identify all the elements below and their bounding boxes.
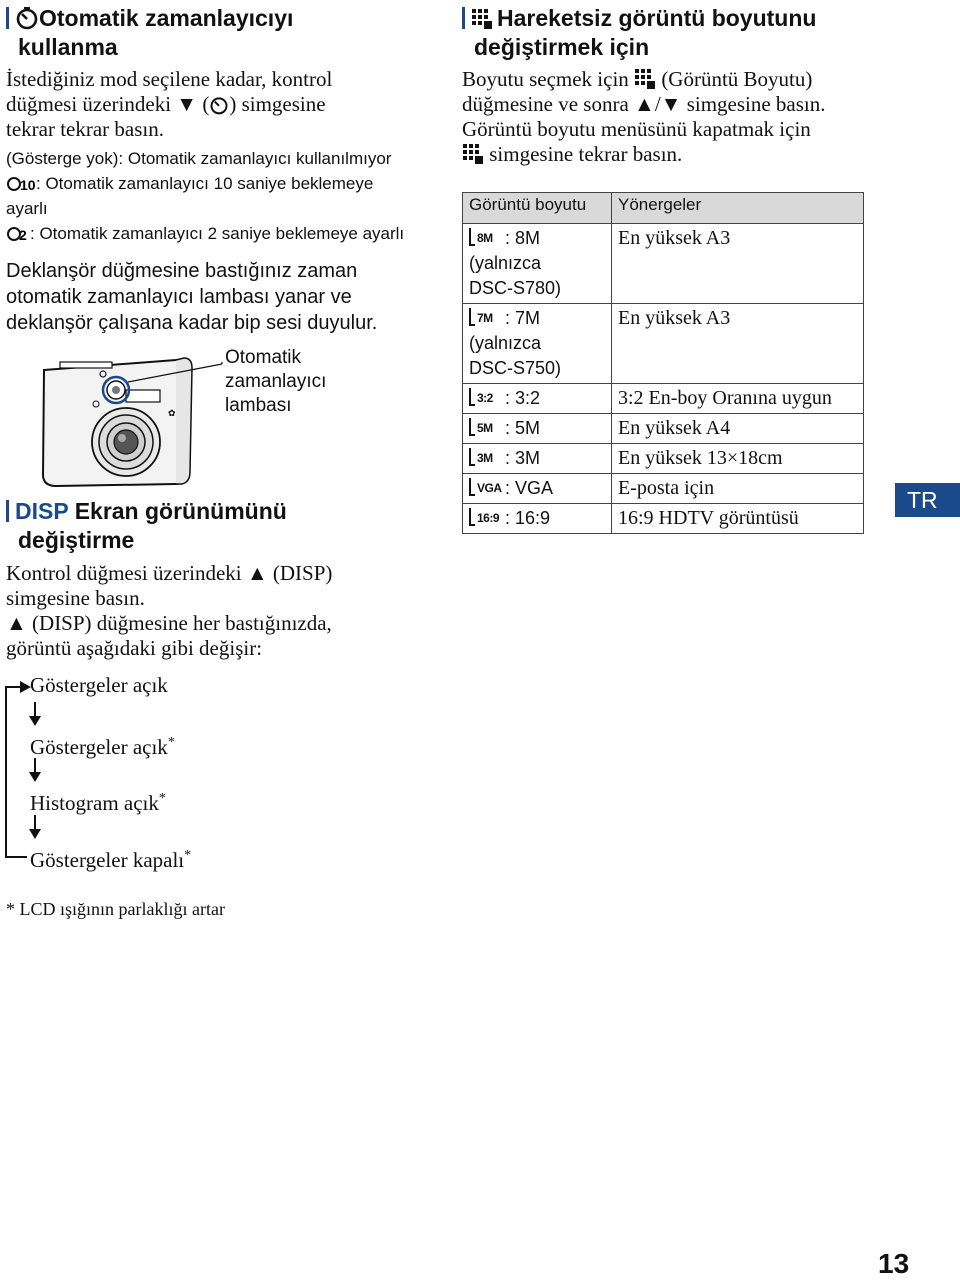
page-number: 13 xyxy=(878,1248,910,1279)
size-cell: 3:2 : 3:2 xyxy=(463,384,612,414)
image-size-option-icon: VGA xyxy=(469,478,503,496)
size-cell: 3M : 3M xyxy=(463,444,612,474)
image-size-icon xyxy=(471,8,493,30)
option-2s: 2 : Otomatik zamanlayıcı 2 saniye beklemeye ayarlı xyxy=(6,221,426,246)
size-cell: 16:9 : 16:9 xyxy=(463,504,612,534)
flow-arrow-down-icon xyxy=(29,829,41,839)
image-size-option-icon: 7M xyxy=(469,308,503,326)
image-size-option-icon: 16:9 xyxy=(469,508,503,526)
disp-heading: DISP Ekran görünümünü değiştirme xyxy=(6,497,287,555)
size-cell: VGA : VGA xyxy=(463,474,612,504)
table-row xyxy=(463,504,864,534)
self-timer-lamp-label: Otomatik zamanlayıcı lambası xyxy=(225,347,327,416)
self-timer-heading xyxy=(6,4,293,62)
image-size-icon xyxy=(634,68,656,90)
size-cell: 7M : 7M (yalnızca DSC-S750) xyxy=(463,304,612,384)
self-timer-options xyxy=(6,146,426,246)
guide-cell: En yüksek A4 xyxy=(612,414,864,444)
timer-10s-icon xyxy=(6,173,36,193)
column-header-size: Görüntü boyutu xyxy=(463,193,612,224)
size-cell: 8M : 8M (yalnızca DSC-S780) xyxy=(463,224,612,304)
self-timer-icon-small xyxy=(209,95,229,115)
option-10s-cont: ayarlı xyxy=(6,199,48,218)
self-timer-para-line1: İstediğiniz mod seçilene kadar, kontrol xyxy=(6,67,333,91)
flow-item-1: Göstergeler açık xyxy=(30,673,168,697)
self-timer-heading-line2: kullanma xyxy=(18,34,118,60)
image-size-para-line1: Boyutu seçmek için (Görüntü Boyutu) xyxy=(462,67,813,91)
image-size-heading: Hareketsiz görüntü boyutunu değiştirmek için xyxy=(462,4,816,62)
guide-cell: En yüksek A3 xyxy=(612,224,864,304)
shutter-paragraph xyxy=(6,258,377,336)
option-10s: 10 : Otomatik zamanlayıcı 10 saniye beklemeye xyxy=(6,171,426,196)
table-header-row xyxy=(463,193,864,224)
flow-arrow-down-icon xyxy=(29,716,41,726)
guide-cell: 3:2 En-boy Oranına uygun xyxy=(612,384,864,414)
camera-illustration xyxy=(36,352,236,490)
flow-item-4: Göstergeler kapalı* xyxy=(30,848,192,872)
shutter-line1: Deklanşör düğmesine bastığınız zaman xyxy=(6,260,358,282)
size-cell: 5M : 5M xyxy=(463,414,612,444)
svg-text:✿: ✿ xyxy=(168,408,176,418)
image-size-option-icon: 3M xyxy=(469,448,503,466)
image-size-option-icon: 3:2 xyxy=(469,388,503,406)
self-timer-para-line3: tekrar tekrar basın. xyxy=(6,117,165,141)
self-timer-paragraph xyxy=(6,67,332,142)
timer-2s-icon xyxy=(6,223,30,243)
footnote: * LCD ışığının parlaklığı artar xyxy=(6,899,225,919)
table-row xyxy=(463,414,864,444)
column-header-guide: Yönergeler xyxy=(612,193,864,224)
disp-paragraph: Kontrol düğmesi üzerindeki ▲ (DISP) simgesine basın. ▲ (DISP) düğmesine her bastığınızda, görüntü aşağıdaki gibi değişir: xyxy=(6,561,333,660)
disp-label: DISP xyxy=(15,498,69,524)
svg-text:2: 2 xyxy=(19,227,27,243)
guide-cell: 16:9 HDTV görüntüsü xyxy=(612,504,864,534)
table-row xyxy=(463,224,864,304)
shutter-line3: deklanşör çalışana kadar bip sesi duyulur. xyxy=(6,312,378,334)
guide-cell: En yüksek A3 xyxy=(612,304,864,384)
table-row xyxy=(463,384,864,414)
self-timer-para-line2: düğmesi üzerindeki ▼ ( ) simgesine xyxy=(6,92,326,116)
svg-text:10: 10 xyxy=(20,177,36,193)
guide-cell: E-posta için xyxy=(612,474,864,504)
self-timer-icon xyxy=(15,6,39,30)
image-size-table xyxy=(462,192,864,534)
self-timer-heading-line1: Otomatik zamanlayıcıyı xyxy=(39,5,294,31)
table-row xyxy=(463,304,864,384)
table-row xyxy=(463,474,864,504)
flow-arrow-down-icon xyxy=(29,772,41,782)
image-size-icon xyxy=(462,143,484,165)
image-size-paragraph: Boyutu seçmek için (Görüntü Boyutu) düğmesine ve sonra ▲/▼ simgesine basın. Görüntü boyutu menüsünü kapatmak için simgesine tekrar basın. xyxy=(462,67,826,166)
shutter-line2: otomatik zamanlayıcı lambası yanar ve xyxy=(6,286,352,308)
option-none: (Gösterge yok): Otomatik zamanlayıcı kullanılmıyor xyxy=(6,149,392,168)
flow-item-2: Göstergeler açık* xyxy=(30,735,175,759)
guide-cell: En yüksek 13×18cm xyxy=(612,444,864,474)
image-size-option-icon: 8M xyxy=(469,228,503,246)
flow-item-3: Histogram açık* xyxy=(30,791,166,815)
table-row xyxy=(463,444,864,474)
image-size-option-icon: 5M xyxy=(469,418,503,436)
language-badge: TR xyxy=(895,483,960,517)
